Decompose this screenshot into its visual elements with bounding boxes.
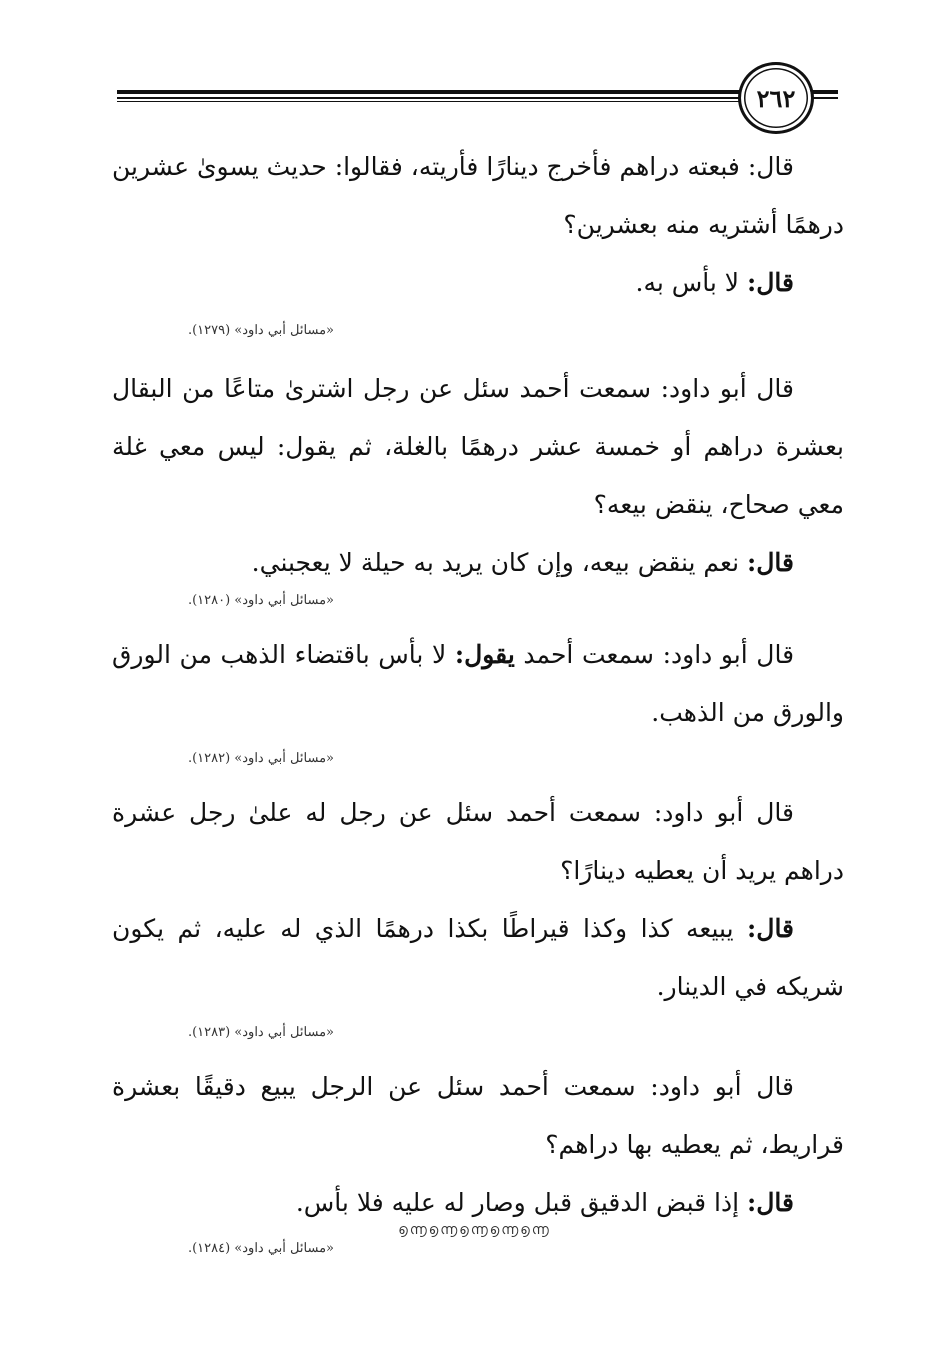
answer-text: نعم ينقض بيعه، وإن كان يريد به حيلة لا يعجبني. xyxy=(251,548,740,577)
answer-label: قال: xyxy=(747,1188,794,1217)
page-header xyxy=(0,0,949,140)
answer-text: إذا قبض الدقيق قبل وصار له عليه فلا بأس. xyxy=(295,1188,740,1217)
footer-ornament: ൭൬൭൬൭൬൭൬൭൬ xyxy=(398,1222,551,1238)
header-rule-thin xyxy=(117,97,739,99)
question-paragraph: قال أبو داود: سمعت أحمد سئل عن الرجل يبيع دقيقًا بعشرة قراريط، ثم يعطيه بها دراهم؟ xyxy=(112,1072,844,1159)
statement-paragraph xyxy=(112,626,844,742)
answer-paragraph xyxy=(112,254,844,312)
question-paragraph: قال أبو داود: سمعت أحمد سئل عن رجل اشترىٰ متاعًا من البقال بعشرة دراهم أو خمسة عشر درهمًا بالغلة، ثم يقول: ليس معي غلة معي صحاح، ينقض بيعه؟ xyxy=(112,374,844,519)
source-citation: «مسائل أبي داود» (١٢٨٤). xyxy=(187,1241,334,1256)
header-rule-thick xyxy=(117,90,739,94)
source-citation: «مسائل أبي داود» (١٢٧٩). xyxy=(187,323,334,338)
statement-prefix: قال أبو داود: سمعت أحمد xyxy=(523,640,795,669)
statement-text: لا بأس باقتضاء الذهب من الورق والورق من الذهب. xyxy=(112,640,844,727)
source-citation: «مسائل أبي داود» (١٢٨٣). xyxy=(187,1025,334,1040)
answer-label: قال: xyxy=(747,914,795,943)
statement-bold-verb: يقول: xyxy=(454,640,515,669)
question-paragraph: قال أبو داود: سمعت أحمد سئل عن رجل له علىٰ رجل عشرة دراهم يريد أن يعطيه دينارًا؟ xyxy=(112,798,844,885)
page-body xyxy=(112,138,844,1274)
page-number: ٢٦٢ xyxy=(756,83,796,113)
header-rule-hairline xyxy=(117,101,739,102)
answer-label: قال: xyxy=(747,268,794,297)
answer-text: لا بأس به. xyxy=(635,268,740,297)
answer-paragraph xyxy=(112,900,844,1016)
answer-paragraph xyxy=(112,534,844,592)
answer-label: قال: xyxy=(747,548,794,577)
page-number-badge xyxy=(738,62,814,134)
question-paragraph: قال: فبعته دراهم فأخرج دينارًا فأريته، فقالوا: حديث يسوىٰ عشرين درهمًا أشتريه منه بعشرين؟ xyxy=(112,152,844,239)
source-citation: «مسائل أبي داود» (١٢٨٢). xyxy=(187,751,334,766)
source-citation: «مسائل أبي داود» (١٢٨٠). xyxy=(187,593,334,608)
answer-text: يبيعه كذا وكذا قيراطًا بكذا درهمًا الذي له عليه، ثم يكون شريكه في الدينار. xyxy=(112,914,844,1001)
